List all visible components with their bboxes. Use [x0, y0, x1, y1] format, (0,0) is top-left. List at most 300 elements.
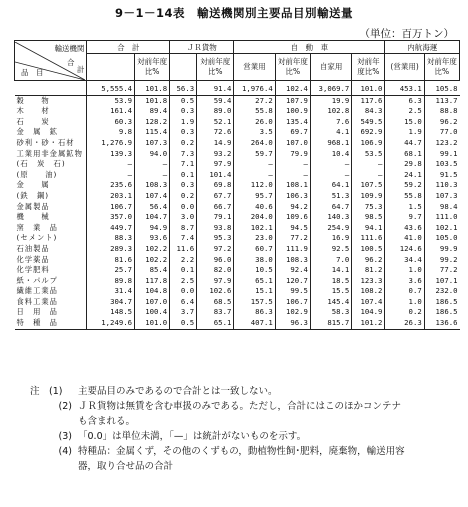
table-cell: 104.7 — [135, 212, 170, 223]
table-cell: 79.9 — [275, 149, 310, 160]
table-cell: 0.3 — [170, 180, 197, 191]
table-row — [15, 149, 460, 160]
table-row — [15, 286, 460, 297]
table-row — [15, 223, 460, 234]
item-name: 化学肥料 — [15, 265, 87, 276]
table-cell: 109.6 — [275, 212, 310, 223]
table-cell: 3.7 — [170, 307, 197, 318]
table-cell: 66.7 — [197, 202, 234, 213]
table-cell: 59.7 — [234, 149, 275, 160]
table-cell: 77.2 — [275, 233, 310, 244]
table-cell: 100.9 — [275, 106, 310, 117]
table-cell: 107.3 — [424, 191, 459, 202]
sub-header: 対前年度比% — [197, 54, 234, 81]
table-cell: 67.7 — [197, 191, 234, 202]
table-cell: 1.9 — [385, 127, 424, 138]
table-cell: 136.6 — [424, 318, 459, 329]
table-cell: 88.8 — [424, 106, 459, 117]
table-cell: 18.5 — [310, 276, 351, 287]
table-cell: 140.3 — [310, 212, 351, 223]
table-cell: 94.9 — [135, 223, 170, 234]
table-row — [15, 202, 460, 213]
table-cell: 94.1 — [352, 223, 385, 234]
table-cell: 100.4 — [135, 307, 170, 318]
sub-header: 対前年度比% — [135, 54, 170, 81]
table-cell: 10.4 — [310, 149, 351, 160]
table-cell: 85.4 — [135, 265, 170, 276]
table-cell: 289.3 — [87, 244, 135, 255]
table-cell: 104.9 — [352, 307, 385, 318]
table-row — [15, 180, 460, 191]
table-cell: 58.3 — [310, 307, 351, 318]
table-cell: 84.3 — [352, 106, 385, 117]
table-cell: 94.0 — [135, 149, 170, 160]
table-cell: 107.4 — [352, 297, 385, 308]
item-name: 穀 物 — [15, 95, 87, 106]
unit-label: （単位：百万トン） — [359, 28, 454, 40]
footnote-label: (3) — [58, 431, 72, 442]
table-cell: 83.7 — [197, 307, 234, 318]
table-cell: 104.8 — [135, 286, 170, 297]
table-cell: 72.6 — [197, 127, 234, 138]
item-name: 食料工業品 — [15, 297, 87, 308]
table-cell: 7.3 — [170, 149, 197, 160]
table-row — [15, 318, 460, 329]
table-title: 9－1－14表 輸送機関別主要品目別輸送量 — [114, 6, 353, 20]
item-name: 金 属 鉱 — [15, 127, 87, 138]
item-name: (石 炭 石) — [15, 159, 87, 170]
table-cell: 7.6 — [310, 117, 351, 128]
table-cell: 98.4 — [424, 202, 459, 213]
sub-header: 対前年度比% — [424, 54, 459, 81]
table-cell: 3.5 — [234, 127, 275, 138]
table-row — [15, 159, 460, 170]
table-row — [15, 95, 460, 106]
table-cell: 3.6 — [385, 276, 424, 287]
table-cell: 106.3 — [275, 191, 310, 202]
footnote — [30, 429, 450, 444]
table-cell: 7.1 — [170, 159, 197, 170]
table-cell: 102.1 — [234, 223, 275, 234]
table-cell: 157.5 — [234, 297, 275, 308]
table-cell: 77.0 — [424, 127, 459, 138]
item-name: (原 油) — [15, 170, 87, 181]
table-cell: 106.7 — [275, 297, 310, 308]
table-row — [15, 297, 460, 308]
table-cell: 124.6 — [385, 244, 424, 255]
table-cell: 102.2 — [135, 255, 170, 266]
table-cell: 692.9 — [352, 127, 385, 138]
table-cell: 102.9 — [275, 307, 310, 318]
table-cell: 99.9 — [424, 244, 459, 255]
table-cell: 6.4 — [170, 297, 197, 308]
table-cell: 0.3 — [170, 127, 197, 138]
table-cell: 5,555.4 — [87, 81, 135, 96]
table-cell: 2.2 — [170, 255, 197, 266]
table-row — [15, 191, 460, 202]
table-cell: 96.2 — [424, 117, 459, 128]
item-name: 機 械 — [15, 212, 87, 223]
table-cell: 4.1 — [310, 127, 351, 138]
table-cell: 123.3 — [352, 276, 385, 287]
table-cell: 815.7 — [310, 318, 351, 329]
table-cell: 1,976.4 — [234, 81, 275, 96]
table-row — [15, 170, 460, 181]
corner-item-label: 品 目 — [21, 67, 44, 77]
table-cell: 98.5 — [352, 212, 385, 223]
table-cell: 65.1 — [197, 318, 234, 329]
table-cell: 161.4 — [87, 106, 135, 117]
table-cell: 91.5 — [424, 170, 459, 181]
table-cell: 88.3 — [87, 233, 135, 244]
table-cell: 75.3 — [352, 202, 385, 213]
table-row — [15, 138, 460, 149]
group-jr: ＪＲ貨物 — [170, 41, 234, 54]
table-row — [15, 117, 460, 128]
sub-header: 対前年度比% — [275, 54, 310, 81]
table-row — [15, 233, 460, 244]
table-cell: 60.3 — [87, 117, 135, 128]
item-name: (セメント) — [15, 233, 87, 244]
item-name: 紙・パルプ — [15, 276, 87, 287]
item-name: 日 用 品 — [15, 307, 87, 318]
corner-total-label-1: 合 — [66, 57, 75, 67]
table-cell: 232.0 — [424, 286, 459, 297]
table-cell: 41.0 — [385, 233, 424, 244]
table-cell: 108.1 — [275, 180, 310, 191]
table-row — [15, 127, 460, 138]
table-cell: 111.0 — [424, 212, 459, 223]
table-cell: 128.2 — [135, 117, 170, 128]
table-cell: 449.7 — [87, 223, 135, 234]
table-cell: — — [275, 170, 310, 181]
footnotes — [30, 384, 450, 474]
item-name: 砂利・砂・石材 — [15, 138, 87, 149]
table-cell: 97.9 — [197, 159, 234, 170]
table-cell: 31.4 — [87, 286, 135, 297]
table-cell: 101.0 — [135, 318, 170, 329]
table-cell: 139.3 — [87, 149, 135, 160]
item-name: 窯 業 品 — [15, 223, 87, 234]
table-cell: 101.4 — [197, 170, 234, 181]
table-cell: 59.4 — [197, 95, 234, 106]
footnote — [30, 384, 450, 399]
table-cell: 9.7 — [385, 212, 424, 223]
table-cell: 109.9 — [352, 191, 385, 202]
table-cell: 65.1 — [234, 276, 275, 287]
table-cell: 1.0 — [385, 265, 424, 276]
table-cell: 55.8 — [234, 106, 275, 117]
table-cell: 111.9 — [275, 244, 310, 255]
table-cell: 40.6 — [234, 202, 275, 213]
table-cell: 1.9 — [170, 117, 197, 128]
footnote — [30, 444, 450, 474]
table-cell: 95.3 — [197, 233, 234, 244]
table-cell: — — [135, 159, 170, 170]
table-cell: 186.5 — [424, 307, 459, 318]
footnote-text: 特種品：金属くず，その他のくずもの，動植物性飼･肥料，廃棄物，輸送用容 器，取り合せ品の合計 — [78, 446, 405, 472]
table-cell: 102.4 — [275, 81, 310, 96]
table-cell: 26.3 — [385, 318, 424, 329]
table-cell: 1.0 — [385, 297, 424, 308]
table-cell: 3,069.7 — [310, 81, 351, 96]
table-cell: 91.4 — [197, 81, 234, 96]
corner-transport-label: 輸送機関 — [54, 43, 85, 53]
footnote-label: (4) — [58, 446, 72, 457]
footnote-text: 主要品目のみであるので合計とは一致しない。 — [78, 386, 278, 397]
table-cell: 69.7 — [275, 127, 310, 138]
table-cell: 64.1 — [310, 180, 351, 191]
table-row — [15, 255, 460, 266]
item-name: 化学薬品 — [15, 255, 87, 266]
table-cell: 53.9 — [87, 95, 135, 106]
table-cell: 0.1 — [170, 170, 197, 181]
table-cell: 254.9 — [310, 223, 351, 234]
table-body — [15, 81, 460, 330]
table-row — [15, 106, 460, 117]
table-cell: 117.6 — [352, 95, 385, 106]
table-cell: 107.3 — [135, 138, 170, 149]
table-cell: 29.8 — [385, 159, 424, 170]
item-name: 繊維工業品 — [15, 286, 87, 297]
table-cell: 1.5 — [385, 202, 424, 213]
table-cell: 99.5 — [275, 286, 310, 297]
table-cell: 186.5 — [424, 297, 459, 308]
table-cell: 92.4 — [275, 265, 310, 276]
table-cell: 97.9 — [197, 276, 234, 287]
table-cell: 264.0 — [234, 138, 275, 149]
table-cell: 115.4 — [135, 127, 170, 138]
table-row — [15, 307, 460, 318]
table-cell: 16.9 — [310, 233, 351, 244]
table-cell: 77.2 — [424, 265, 459, 276]
table-cell: 105.8 — [424, 81, 459, 96]
footnote-text: ＪＲ貨物は無賃を含む車扱のみである。ただし，合計にはこのほかコンテナ も含まれる。 — [78, 401, 402, 427]
table-cell: 11.6 — [170, 244, 197, 255]
table-cell: 304.7 — [87, 297, 135, 308]
table-cell: 3.0 — [170, 212, 197, 223]
item-name: 石油製品 — [15, 244, 87, 255]
table-cell: 0.0 — [170, 286, 197, 297]
sub-header: 自家用 — [310, 54, 351, 81]
table-cell: 96.2 — [352, 255, 385, 266]
table-cell: — — [87, 170, 135, 181]
table-cell: 113.7 — [424, 95, 459, 106]
table-cell: 123.2 — [424, 138, 459, 149]
table-cell: 101.8 — [135, 95, 170, 106]
table-cell: — — [135, 170, 170, 181]
table-cell: 107.0 — [135, 297, 170, 308]
table-cell: 106.7 — [87, 202, 135, 213]
table-cell: 15.1 — [234, 286, 275, 297]
table-cell: 93.2 — [197, 149, 234, 160]
table-cell: 89.8 — [87, 276, 135, 287]
table-cell: 6.3 — [385, 95, 424, 106]
table-cell: 60.7 — [234, 244, 275, 255]
item-name: 金属製品 — [15, 202, 87, 213]
sub-header — [170, 54, 197, 81]
table-cell: 69.8 — [197, 180, 234, 191]
table-cell: 14.9 — [197, 138, 234, 149]
table-cell: 59.2 — [385, 180, 424, 191]
table-cell: 94.2 — [275, 202, 310, 213]
table-cell: 1,276.9 — [87, 138, 135, 149]
table-cell: 102.1 — [424, 223, 459, 234]
table-cell: — — [310, 170, 351, 181]
table-cell: — — [275, 159, 310, 170]
table-cell: 24.1 — [385, 170, 424, 181]
table-cell: 99.2 — [424, 255, 459, 266]
header-corner — [15, 41, 87, 81]
item-name: 工業用非金属鉱物 — [15, 149, 87, 160]
table-cell: 89.0 — [197, 106, 234, 117]
table-cell: — — [352, 170, 385, 181]
footnote — [30, 399, 450, 429]
group-coastal: 内航海運 — [385, 41, 460, 54]
table-cell: 453.1 — [385, 81, 424, 96]
total-row — [15, 81, 460, 96]
table-cell: 2.5 — [170, 276, 197, 287]
table-cell: 204.0 — [234, 212, 275, 223]
table-cell: 117.8 — [135, 276, 170, 287]
item-name: 木 材 — [15, 106, 87, 117]
table-cell: 19.9 — [310, 95, 351, 106]
table-cell: — — [310, 159, 351, 170]
table-row — [15, 276, 460, 287]
table-cell: 14.1 — [310, 265, 351, 276]
table-cell: 25.7 — [87, 265, 135, 276]
table-cell: 357.0 — [87, 212, 135, 223]
table-cell: 0.7 — [385, 286, 424, 297]
sub-header: (営業用) — [385, 54, 424, 81]
table-cell: — — [234, 159, 275, 170]
table-cell: 81.6 — [87, 255, 135, 266]
transport-volume-table — [14, 40, 460, 330]
table-cell: — — [234, 170, 275, 181]
table-cell: 43.6 — [385, 223, 424, 234]
table-cell: 101.0 — [352, 81, 385, 96]
table-cell: 38.0 — [234, 255, 275, 266]
table-cell: 96.3 — [275, 318, 310, 329]
table-cell: 107.0 — [275, 138, 310, 149]
footnote-label: 注 (1) — [30, 386, 63, 397]
footnote-text: 「0.0」は単位未満，「—」は統計がないものを示す。 — [78, 431, 307, 442]
table-cell: 100.5 — [352, 244, 385, 255]
table-cell: 105.0 — [424, 233, 459, 244]
table-cell: 23.0 — [234, 233, 275, 244]
table-cell: 99.1 — [424, 149, 459, 160]
sub-header: 営業用 — [234, 54, 275, 81]
table-cell: 82.0 — [197, 265, 234, 276]
table-cell: 26.0 — [234, 117, 275, 128]
table-cell: 68.1 — [385, 149, 424, 160]
item-name: (鉄 鋼) — [15, 191, 87, 202]
table-cell: 9.8 — [87, 127, 135, 138]
table-cell: 101.8 — [135, 81, 170, 96]
table-cell: 148.5 — [87, 307, 135, 318]
table-cell: 7.0 — [310, 255, 351, 266]
table-cell: 93.6 — [135, 233, 170, 244]
table-cell: 145.4 — [310, 297, 351, 308]
table-cell: 101.2 — [352, 318, 385, 329]
table-cell: 55.8 — [385, 191, 424, 202]
item-name: 金 属 — [15, 180, 87, 191]
table-cell: 96.0 — [197, 255, 234, 266]
table-cell: 94.5 — [275, 223, 310, 234]
table-cell: 102.2 — [135, 244, 170, 255]
item-name: 石 炭 — [15, 117, 87, 128]
table-cell: 0.3 — [170, 106, 197, 117]
table-cell: 10.5 — [234, 265, 275, 276]
table-cell: 56.3 — [170, 81, 197, 96]
table-cell: 110.3 — [424, 180, 459, 191]
table-cell: 103.5 — [424, 159, 459, 170]
table-cell: 92.5 — [310, 244, 351, 255]
sub-header — [87, 54, 135, 81]
group-total: 合 計 — [87, 41, 170, 54]
table-cell: 968.1 — [310, 138, 351, 149]
table-cell: 549.5 — [352, 117, 385, 128]
table-cell: 407.1 — [234, 318, 275, 329]
table-cell: 102.6 — [197, 286, 234, 297]
table-row — [15, 265, 460, 276]
table-cell: 135.4 — [275, 117, 310, 128]
table-row — [15, 244, 460, 255]
table-cell: 0.5 — [170, 95, 197, 106]
table-cell: 81.2 — [352, 265, 385, 276]
table-cell: 107.4 — [135, 191, 170, 202]
table-cell: 86.3 — [234, 307, 275, 318]
table-cell: 102.8 — [310, 106, 351, 117]
table-cell: 2.5 — [385, 106, 424, 117]
footnote-label: (2) — [58, 401, 72, 412]
table-cell: 56.4 — [135, 202, 170, 213]
table-cell: 27.2 — [234, 95, 275, 106]
table-cell: 107.5 — [352, 180, 385, 191]
table-cell: 34.4 — [385, 255, 424, 266]
table-cell: 89.4 — [135, 106, 170, 117]
table-cell: 0.0 — [170, 202, 197, 213]
table-cell: 8.7 — [170, 223, 197, 234]
table-cell: 0.2 — [170, 191, 197, 202]
table-cell: 52.1 — [197, 117, 234, 128]
table-cell: 107.1 — [424, 276, 459, 287]
table-row — [15, 212, 460, 223]
table-cell: 93.8 — [197, 223, 234, 234]
corner-total-label-2: 計 — [76, 64, 85, 74]
table-cell: 7.4 — [170, 233, 197, 244]
table-cell: 0.5 — [170, 318, 197, 329]
table-cell: 15.0 — [385, 117, 424, 128]
table-cell: 106.9 — [352, 138, 385, 149]
table-cell: 44.7 — [385, 138, 424, 149]
table-cell: 79.1 — [197, 212, 234, 223]
item-name: 特 種 品 — [15, 318, 87, 329]
table-cell: 15.5 — [310, 286, 351, 297]
sub-header: 対前年度比% — [352, 54, 385, 81]
table-cell: 51.3 — [310, 191, 351, 202]
table-cell: 64.7 — [310, 202, 351, 213]
table-cell: 95.7 — [234, 191, 275, 202]
table-cell: 203.1 — [87, 191, 135, 202]
table-cell: — — [352, 159, 385, 170]
table-cell: 107.9 — [275, 95, 310, 106]
table-cell: 112.0 — [234, 180, 275, 191]
table-cell: 0.2 — [385, 307, 424, 318]
table-cell: 53.5 — [352, 149, 385, 160]
table-cell: 0.1 — [170, 265, 197, 276]
table-cell: 108.3 — [275, 255, 310, 266]
